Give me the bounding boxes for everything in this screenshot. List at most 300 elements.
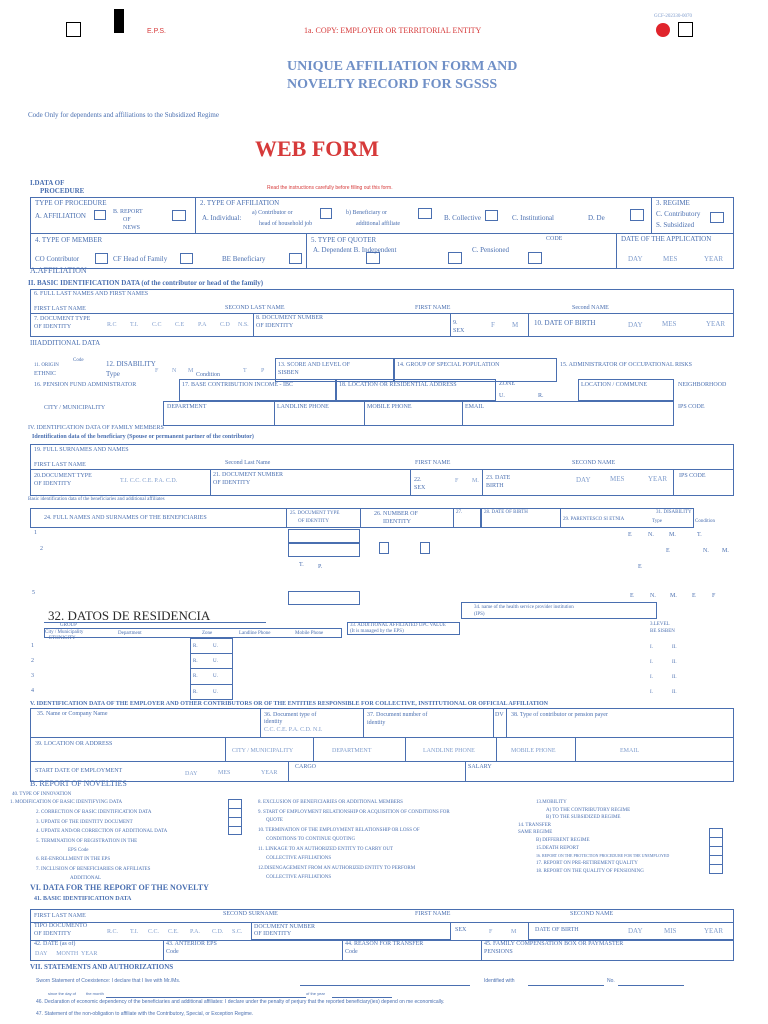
pension-label: 16. PENSION FUND ADMINISTRATOR	[34, 382, 137, 388]
company-doc-label: 36. Document type of	[264, 712, 317, 718]
employer-head: V. IDENTIFICATION DATA OF THE EMPLOYER AND OTHER CONTRIBUTORS OR OF THE ENTITIES RESPONSIBLE FOR COLLECTIVE, INSTITUTIONAL OR OFFICIAL AFFILIATION	[30, 701, 548, 707]
type-proc-label: TYPE OF PROCEDURE	[35, 199, 107, 207]
lvl-ii1[interactable]: II.	[672, 645, 677, 650]
novelty-7[interactable]: 7. INCLUSION OF BENEFICIARIES OR AFFILIATES	[36, 867, 151, 872]
novelty-10b: CONDITIONS TO CONTINUE QUOTING	[266, 837, 356, 842]
be-option: BE Beneficiary	[222, 255, 266, 263]
novelty-7b: ADDITIONAL	[70, 876, 102, 881]
ben-dob-mes[interactable]: MES	[610, 475, 625, 483]
disab31-cond: Condition	[695, 519, 716, 524]
basic-ben-head: Basic identification data of the beneficiaries and additional affiliates	[28, 497, 165, 502]
disab-n[interactable]: N	[172, 368, 177, 374]
first-name-label: FIRST NAME	[415, 305, 451, 311]
divider	[30, 737, 734, 738]
ben-doc-type2: OF IDENTITY	[34, 481, 72, 487]
dob-mes[interactable]: MES	[662, 320, 677, 328]
res-u2[interactable]: U.	[213, 659, 218, 664]
novelty-17[interactable]: 17. REPORT ON PRE-RETIREMENT QUALITY	[536, 861, 638, 866]
ben-doc-type: 20.DOCUMENT TYPE	[34, 473, 92, 479]
additional-head: IIIADDITIONAL DATA	[30, 339, 101, 347]
novelty-9[interactable]: 9. START OF EMPLOYMENT RELATIONSHIP OR ACQUISITION OF CONDITIONS FOR	[258, 810, 450, 815]
beneficiary-option2: additional affiliate	[356, 221, 401, 227]
department-label: DEPARTMENT	[167, 404, 207, 410]
report-option: B. REPORT	[113, 209, 143, 215]
parent-label: 29. PARENTESCO SI ETNIA	[563, 517, 625, 522]
lvl-ii4[interactable]: II.	[672, 690, 677, 695]
divider	[228, 826, 242, 827]
ben5-e2[interactable]: E	[692, 593, 696, 599]
cf-checkbox[interactable]	[180, 253, 193, 264]
nov-doc-cd[interactable]: C.D.	[212, 929, 224, 935]
divider	[30, 761, 734, 762]
divider	[30, 233, 734, 234]
divider	[342, 940, 343, 961]
divider	[190, 668, 233, 669]
nov-second-surname: SECOND SURNAME	[223, 911, 278, 917]
lvl-i3[interactable]: I.	[650, 675, 653, 680]
ben-doc-cells-2[interactable]	[288, 543, 360, 557]
ben-dob-label2: BIRTH	[486, 483, 504, 489]
res-r2[interactable]: R.	[193, 659, 198, 664]
form-code: GCF-202330-0070	[654, 14, 693, 19]
nov-dob-day[interactable]: DAY	[628, 927, 643, 935]
ben-p[interactable]: P.	[318, 564, 323, 570]
divider	[462, 401, 463, 426]
nov-doc-cc[interactable]: C.C.	[148, 929, 160, 935]
declaration-47: 47. Statement of the non-obligation to affiliate with the Contributory, Special, or Exception Regime.	[36, 1011, 254, 1017]
ben5-m[interactable]: M.	[670, 593, 677, 599]
doc-num-label: 8. DOCUMENT NUMBER	[256, 315, 324, 321]
ben-num-cell[interactable]	[379, 542, 389, 554]
res-u4[interactable]: U.	[213, 690, 218, 695]
mobile-label: MOBILE PHONE	[367, 404, 412, 410]
app-day[interactable]: DAY	[628, 255, 643, 263]
zone-r[interactable]: R.	[538, 393, 544, 399]
regime-checkbox[interactable]	[710, 212, 724, 223]
dv-label: DV	[495, 712, 504, 718]
nov-first-last: FIRST LAST NAME	[34, 913, 86, 919]
doc-type-ce[interactable]: C.E	[175, 322, 185, 328]
form-title-line2: NOVELTY RECORD FOR SGSSS	[287, 77, 498, 92]
nov-doc-rc[interactable]: R.C.	[107, 929, 119, 935]
company-landline[interactable]: LANDLINE PHONE	[423, 748, 475, 754]
family-box-label: 45. FAMILY COMPENSATION BOX OR PAYMASTER	[484, 941, 624, 947]
dob28-label: 28. DATE OF BIRTH	[484, 510, 528, 515]
cond-p[interactable]: P	[261, 368, 265, 374]
disability-label: 12. DISABILITY	[106, 360, 156, 368]
sex27-label: 27.	[456, 510, 463, 515]
sex-label: 9.	[453, 320, 458, 326]
first-last-label: FIRST LAST NAME	[34, 306, 86, 312]
ben-dob-year[interactable]: YEAR	[648, 475, 668, 483]
contributory-option: C. Contributory	[656, 210, 701, 218]
novelty-3[interactable]: 3. UPDATE OF THE IDENTITY DOCUMENT	[36, 820, 133, 825]
header-checkbox-left[interactable]	[66, 22, 81, 37]
institutional-option: C. Institutional	[512, 214, 554, 222]
doc-type-cd[interactable]: C.D	[220, 322, 230, 328]
novelty-11b: COLLECTIVE AFFILIATIONS	[266, 856, 332, 861]
ben-dob-day[interactable]: DAY	[576, 476, 591, 484]
company-city[interactable]: CITY / MUNICIPALITY	[232, 748, 294, 754]
affiliation-head: A.AFFILIATION	[30, 266, 87, 275]
ben-t2[interactable]: T.	[697, 532, 702, 538]
res-r4[interactable]: R.	[193, 690, 198, 695]
divider	[195, 197, 196, 233]
identified-line[interactable]	[528, 985, 604, 986]
date42-values[interactable]: DAY MONTH YEAR	[35, 951, 98, 957]
code-label: CODE	[546, 236, 563, 242]
disab-m[interactable]: M	[188, 368, 194, 374]
disab-f[interactable]: F	[155, 368, 159, 374]
contributor-checkbox[interactable]	[320, 208, 332, 219]
copy-label: 1a. COPY: EMPLOYER OR TERRITORIAL ENTITY	[304, 26, 482, 35]
company-num-label2: identity	[367, 720, 386, 726]
res-r1[interactable]: R.	[193, 644, 198, 649]
sworn-name-line[interactable]	[300, 985, 470, 986]
num26-label: 26. NUMBER OF	[374, 511, 418, 517]
ben-names-label: 24. FULL NAMES AND SURNAMES OF THE BENEFICIARIES	[44, 515, 207, 521]
ben-row-1: 1	[34, 530, 37, 536]
ben-doc-cells-5[interactable]	[288, 591, 360, 605]
sex-m[interactable]: M	[512, 321, 519, 329]
lvl-i4[interactable]: I.	[650, 690, 653, 695]
score-label: 13. SCORE AND LEVEL OF	[278, 362, 350, 368]
ben-second-last: Second Last Name	[225, 460, 271, 466]
beneficiary-option: b) Beneficiary or	[346, 210, 387, 216]
upc-label: 33. ADDITIONAL AFFILIATED UPC VALUE	[350, 623, 446, 628]
ben-row-2: 2	[40, 546, 43, 552]
type-aff-label: 2. TYPE OF AFFILIATION	[200, 199, 280, 207]
novelty-14[interactable]: 14. TRANSFER	[518, 823, 551, 828]
company-name-label: 35. Name or Company Name	[37, 711, 108, 717]
ben-n[interactable]: N.	[648, 532, 654, 538]
anterior-eps-code: Code	[166, 949, 179, 955]
member-label: 4. TYPE OF MEMBER	[35, 236, 103, 244]
full-names-label: 6. FULL LAST NAMES AND FIRST NAMES	[34, 291, 149, 297]
novelty-4[interactable]: 4. UPDATE AND/OR CORRECTION OF ADDITIONAL DATA	[36, 829, 168, 834]
dde-option: D. De	[588, 214, 605, 222]
report-checkbox[interactable]	[172, 210, 186, 221]
lvl-i2[interactable]: I.	[650, 660, 653, 665]
doc-num-label2: OF IDENTITY	[256, 323, 294, 329]
novelties-head: B. REPORT OF NOVELTIES	[30, 779, 127, 788]
divider	[274, 401, 275, 426]
ben-sex-f[interactable]: F	[455, 478, 459, 484]
dde-checkbox[interactable]	[630, 209, 644, 221]
res-ethnicity: ETHNICITY	[49, 636, 76, 641]
res-r3[interactable]: R.	[193, 674, 198, 679]
since-month: the month	[86, 991, 104, 996]
divider	[405, 737, 406, 761]
nov-num-label: DOCUMENT NUMBER	[254, 924, 316, 930]
pensioned-checkbox[interactable]	[528, 252, 542, 264]
nov-sex-f[interactable]: F	[489, 929, 493, 935]
start-mes[interactable]: MES	[218, 770, 231, 776]
origin-ethnic: ETHNIC	[34, 371, 56, 377]
ips34-label: 34. name of the health service provider institution	[474, 605, 574, 610]
ben-m2[interactable]: M.	[722, 548, 729, 554]
since-day: since the day of	[48, 991, 77, 996]
novelty-13[interactable]: 13.MOBILITY	[536, 800, 567, 805]
sworn-statement: Sworn Statement of Coexistence: I declare that I live with Mr./Ms.	[36, 978, 181, 984]
doc25-label2: OF IDENTITY	[298, 519, 329, 524]
year-line[interactable]	[332, 997, 392, 998]
lvl-ii2[interactable]: II.	[672, 660, 677, 665]
zone-u[interactable]: U.	[499, 393, 505, 399]
neighborhood-label: NEIGHBORHOOD	[678, 382, 727, 388]
nov-doc-ti[interactable]: T.I.	[130, 929, 139, 935]
divider	[496, 737, 497, 761]
novelty-14b[interactable]: B) DIFFERENT REGIME	[536, 838, 590, 843]
ben-n2[interactable]: N.	[703, 548, 709, 554]
condition-label: Condition	[196, 372, 221, 378]
divider	[260, 708, 261, 737]
score-label2: SISBEN	[278, 370, 299, 376]
red-dot-icon	[656, 23, 670, 37]
company-doc-types[interactable]: C.C. C.E. P.A. C.D. N.I.	[264, 727, 323, 733]
affiliation-checkbox[interactable]	[94, 210, 106, 220]
sex-f[interactable]: F	[491, 321, 495, 329]
divider	[228, 817, 242, 818]
ben-first-last: FIRST LAST NAME	[34, 462, 86, 468]
city-label: CITY / MUNICIPALITY	[44, 405, 106, 411]
doc-type-pa[interactable]: P.A	[198, 322, 207, 328]
novelty-18[interactable]: 18. REPORT ON THE QUALITY OF PENSIONING	[536, 869, 644, 874]
section-i-head2: PROCEDURE	[40, 187, 85, 195]
novelty-13a[interactable]: A) TO THE CONTRIBUTORY REGIME	[546, 808, 631, 813]
res-dept: Department	[118, 631, 142, 636]
origin-code: Code	[73, 358, 84, 363]
ben-m[interactable]: M.	[669, 532, 676, 538]
contributor-option: a) Contributor or	[252, 210, 293, 216]
sex-label2: SEX	[453, 328, 465, 334]
divider	[493, 708, 494, 737]
novelty-6[interactable]: 6. RE-ENROLLMENT IN THE EPS	[36, 857, 111, 862]
family-sub: Identification data of the beneficiary (Spouse or permanent partner of the contributor)	[32, 434, 254, 440]
location-label: 18. LOCATION OR RESIDENTIAL ADDRESS	[339, 382, 457, 388]
doc-type-cc[interactable]: C.C	[152, 322, 162, 328]
doc-type-rc[interactable]: R.C	[107, 322, 117, 328]
doc25-label: 25. DOCUMENT TYPE	[290, 511, 340, 516]
novelty-10[interactable]: 10. TERMINATION OF THE EMPLOYMENT RELATIONSHIP OR LOSS OF	[258, 828, 420, 833]
regime-label: 3. REGIME	[656, 199, 690, 207]
ben-num-cell-2[interactable]	[420, 542, 430, 554]
novelty-8[interactable]: 8. EXCLUSION OF BENEFICIARIES OR ADDITIONAL MEMBERS	[258, 800, 403, 805]
ben-t[interactable]: T.	[299, 562, 304, 568]
dob-day[interactable]: DAY	[628, 321, 643, 329]
divider	[44, 622, 266, 623]
novelty-9b: QUOTE	[266, 818, 283, 823]
family-box-label2: PENSIONS	[484, 949, 513, 955]
second-name-label: Second NAME	[572, 305, 609, 311]
email-label: EMAIL	[465, 404, 484, 410]
divider	[288, 761, 289, 782]
collective-option: B. Collective	[444, 214, 481, 222]
ips34-label2: (IPS)	[474, 612, 485, 617]
company-doc-label2: identity	[264, 719, 283, 725]
ben-e[interactable]: E	[628, 532, 632, 538]
company-email[interactable]: EMAIL	[620, 748, 639, 754]
novelty-2[interactable]: 2. CORRECTION OF BASIC IDENTIFICATION DATA	[36, 810, 152, 815]
reason-label: 44. REASON FOR TRANSFER	[345, 941, 424, 947]
statements-head: VII. STATEMENTS AND AUTHORIZATIONS	[30, 963, 174, 971]
novelty-12b: COLLECTIVE AFFILIATIONS	[266, 875, 332, 880]
upc-label2: (It is managed by the EPS)	[350, 629, 404, 634]
co-checkbox[interactable]	[95, 253, 108, 264]
date42-label: 42. DATE (as of)	[34, 941, 76, 947]
res-landline: Landline Phone	[239, 631, 271, 636]
header-checkbox-right[interactable]	[678, 22, 693, 37]
since-year: of the year	[306, 991, 325, 996]
report-option-of: OF	[123, 217, 131, 223]
lvl-i1[interactable]: I.	[650, 645, 653, 650]
commune-label: LOCATION / COMMUNE	[581, 382, 647, 388]
divider	[709, 837, 723, 838]
divider	[651, 197, 652, 233]
contributor-option2: head of household job	[259, 221, 313, 227]
divider	[163, 940, 164, 961]
divider	[465, 761, 466, 782]
form-title-line1: UNIQUE AFFILIATION FORM AND	[287, 59, 518, 74]
nov-tipo: TIPO DOCUMENTO	[34, 923, 88, 929]
company-dept[interactable]: DEPARTMENT	[332, 748, 372, 754]
nov-dob-mis[interactable]: MIS	[664, 927, 677, 935]
divider	[363, 708, 364, 737]
contrib-type-label: 38. Type of contributor or pension payer	[511, 712, 608, 718]
zone-label: ZONE	[499, 381, 515, 387]
second-last-label: SECOND LAST NAME	[225, 305, 285, 311]
dob-year[interactable]: YEAR	[706, 320, 726, 328]
no-line[interactable]	[618, 985, 684, 986]
cond-t[interactable]: T	[243, 368, 247, 374]
identified-with: Identified with	[484, 978, 515, 984]
address-row-box	[163, 401, 674, 426]
novelty-12[interactable]: 12.DISENGAGEMENT FROM AN AUTHORIZED ENTITY TO PERFORM	[258, 866, 416, 871]
report-option-news: NEWS	[123, 225, 140, 231]
ben-e3[interactable]: E	[638, 564, 642, 570]
be-checkbox[interactable]	[289, 253, 302, 264]
divider	[190, 684, 233, 685]
divider	[228, 808, 242, 809]
novelty-1[interactable]: 1. MODIFICATION OF BASIC IDENTIFYING DATA	[10, 800, 123, 805]
doc-type-label2: OF IDENTITY	[34, 324, 72, 330]
dob-label: 10. DATE OF BIRTH	[534, 319, 596, 327]
novelty-5[interactable]: 5. TERMINATION OF REGISTRATION IN THE	[36, 839, 138, 844]
landline-label: LANDLINE PHONE	[277, 404, 329, 410]
ben-doc-types[interactable]: T.I. C.C. C.E. P.A. C.D.	[120, 478, 178, 484]
novelty-11[interactable]: 11. LINKAGE TO AN AUTHORIZED ENTITY TO CARRY OUT	[258, 847, 394, 852]
doc-type-ns[interactable]: N.S.	[238, 322, 249, 328]
divider	[575, 737, 576, 761]
res-zone: Zone	[202, 631, 213, 636]
since-line[interactable]	[106, 997, 306, 998]
level-label: 3.LEVEL	[650, 622, 670, 627]
res-row-3: 3	[31, 673, 34, 679]
novelty-14a[interactable]: SAME REGIME	[518, 830, 553, 835]
start-day[interactable]: DAY	[185, 771, 198, 777]
nov-doc-sc[interactable]: S.C.	[232, 929, 243, 935]
level-label2: BE SISBEN	[650, 629, 675, 634]
novelty-right-checkboxes[interactable]	[709, 828, 723, 874]
family-head: IV. IDENTIFICATION DATA OF FAMILY MEMBERS	[28, 425, 164, 431]
lvl-ii3[interactable]: II.	[672, 675, 677, 680]
ibc-label: 17. BASE CONTRIBUTION INCOME - IBC	[182, 382, 293, 388]
divider	[709, 855, 723, 856]
quoter-label: 5. TYPE OF QUOTER	[311, 236, 377, 244]
ben5-e[interactable]: E	[630, 593, 634, 599]
disability-type: Type	[106, 370, 120, 378]
independent-checkbox[interactable]	[448, 252, 462, 264]
company-mobile[interactable]: MOBILE PHONE	[511, 748, 556, 754]
nov-doc-ce[interactable]: C.E.	[168, 929, 179, 935]
nov-sex-m[interactable]: M	[511, 929, 517, 935]
nov-dob-label: DATE OF BIRTH	[535, 927, 579, 933]
ben5-f[interactable]: F	[712, 593, 716, 599]
subsidized-option: S. Subsidized	[656, 221, 695, 229]
cargo-label: CARGO	[295, 764, 317, 770]
nov-dob-year[interactable]: YEAR	[704, 927, 724, 935]
beneficiary-checkbox[interactable]	[418, 208, 432, 219]
pensioned-option: C. Pensioned	[472, 246, 509, 254]
ben-e2[interactable]: E	[666, 548, 670, 554]
dependent-checkbox[interactable]	[366, 252, 380, 264]
eps-label: E.P.S.	[147, 28, 166, 35]
salary-label: SALARY	[468, 764, 492, 770]
subsidized-note: Code Only for dependents and affiliations to the Subsidized Regime	[28, 111, 219, 119]
res-mobile: Mobile Phone	[295, 631, 324, 636]
basic-id-head: II. BASIC IDENTIFICATION DATA (of the contributor or head of the family)	[28, 279, 264, 287]
ben-ips: IPS CODE	[679, 473, 706, 479]
date-app-label: DATE OF THE APPLICATION	[621, 235, 712, 243]
divider	[506, 708, 507, 737]
web-form-title: WEB FORM	[255, 136, 380, 161]
divider	[364, 401, 365, 426]
ben-doc-cells[interactable]	[288, 529, 360, 543]
ben-sex: 22.	[414, 477, 422, 483]
collective-checkbox[interactable]	[485, 210, 498, 221]
res-row-2: 2	[31, 658, 34, 664]
novelty-16[interactable]: 16. REPORT ON THE PROTECTION PROCEDURE FOR THE UNEMPLOYED	[536, 853, 670, 858]
start-year[interactable]: YEAR	[261, 770, 278, 776]
ben5-n[interactable]: N.	[650, 593, 656, 599]
disab31-label: 31. DISABILITY	[656, 510, 692, 515]
res-u3[interactable]: U.	[213, 674, 218, 679]
doc-type-ti[interactable]: T.I.	[130, 322, 139, 328]
basic-id-label: 41. BASIC IDENTIFICATION DATA	[34, 896, 132, 902]
admin-label: 15. ADMINISTRATOR OF OCCUPATIONAL RISKS	[560, 362, 692, 368]
anterior-eps-label: 43. ANTERIOR EPS	[166, 941, 217, 947]
ben-doc-num-label2: OF IDENTITY	[213, 480, 251, 486]
ben-sex-m[interactable]: M.	[472, 478, 479, 484]
novelty-15[interactable]: 15.DEATH REPORT	[536, 846, 579, 851]
app-year[interactable]: YEAR	[704, 255, 724, 263]
res-u1[interactable]: U.	[213, 644, 218, 649]
nov-doc-pa[interactable]: P.A.	[190, 929, 201, 935]
innovation-label: 40. TYPE OF INNOVATION	[12, 792, 72, 797]
dependent-option: A. Dependent B. Independent	[313, 246, 397, 254]
divider	[225, 737, 226, 761]
divider	[313, 737, 314, 761]
ben-sex2: SEX	[414, 485, 426, 491]
co-option: CO Contributor	[35, 255, 80, 263]
nov-second-name: SECOND NAME	[570, 911, 614, 917]
app-mes[interactable]: MES	[663, 255, 678, 263]
instructions: Read the instructions carefully before filling out this form.	[267, 185, 393, 191]
declaration-46: 46. Declaration of economic dependency of the beneficiaries and additional affiliates: I declare under the penalty of perjury that the reported beneficiary(ies) depend on me economically.	[36, 999, 445, 1005]
company-num-label: 37. Document number of	[367, 712, 428, 718]
novelty-data-head: VI. DATA FOR THE REPORT OF THE NOVELTY	[30, 883, 209, 892]
novelty-13b[interactable]: B) TO THE SUBSIDIZED REGIME	[546, 815, 621, 820]
